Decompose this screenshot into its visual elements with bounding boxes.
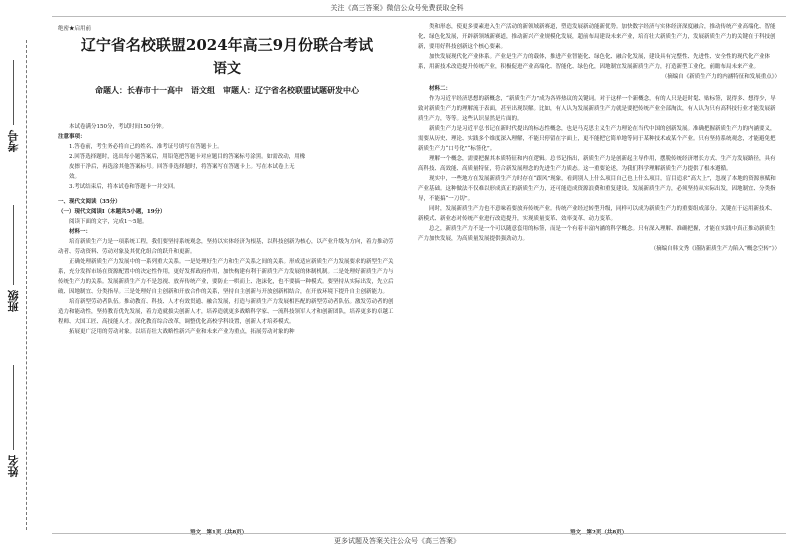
notice-item: 皮擦干净后，再选涂其他答案标号。回答非选择题时，将答案写在答题卡上。写在本试卷上无 xyxy=(69,164,295,170)
left-column xyxy=(58,122,398,337)
right-paragraph: 作为习近平经济思想的新概念，“新质生产力”成为各界热议的关键词。对于这样一个新概念，有的人只是赶时髦、贴标签，说得多、想得少，导致对新质生产力的理解流于表面，甚至出现误解。比如，有人认为发展新质生产力就是要把传统产业全部淘汰，有人认为只有高科技行业才能发展新质生产力，等等。这些认识显然是片面的。 xyxy=(418,96,776,122)
subject-title: 语文 xyxy=(213,61,241,77)
notice-item: 3.考试结束后，将本试卷和答题卡一并交回。 xyxy=(69,184,179,190)
right-paragraph: 新质生产力是习近平总书记在新时代提出的标志性概念，也是马克思主义生产力理论在当代中国的创新发展。准确把握新质生产力的内涵要义，需要从历史、理论、实践多个维度深入理解，不能只停留在字面上，更不能把它简单地等同于某种技术或某个产业。只有坚持系统观念，才能避免把新质生产力“口号化”“标签化”。 xyxy=(418,126,776,152)
secret-mark: 绝密★启用前 xyxy=(58,26,92,32)
score-note: 本试卷满分150分，考试时间150分钟。 xyxy=(69,124,167,130)
binding-label-banji: 班级 xyxy=(7,290,20,312)
left-paragraph: 培育新质生产力是一项系统工程，我们要坚持系统观念，坚持以实体经济为根基，以科技创新为核心，以产业升级为方向，着力推动劳动者、劳动资料、劳动对象及其优化组合的跃升和更新。 xyxy=(58,239,394,255)
exam-title: 辽宁省名校联盟2024年高三9月份联合考试 xyxy=(80,36,374,54)
right-paragraph: 同时，发展新质生产力也不意味着要放弃传统产业。传统产业经过转型升级，同样可以成为新质生产力的重要组成部分。关键在于运用新技术、新模式、新业态对传统产业进行改造提升，实现质量变革、效率变革、动力变革。 xyxy=(418,206,776,222)
right-column xyxy=(418,22,780,254)
binding-line-xingming xyxy=(13,365,14,450)
instruction: 阅读下面的文字，完成1～5题。 xyxy=(69,219,148,225)
subsection-heading: （一）现代文阅读Ⅰ（本题共5小题，19分） xyxy=(58,209,166,215)
source-note: （摘编自韩文秀《谨防新质生产力陷入“概念空转”》） xyxy=(650,246,780,252)
right-paragraph: 类和形态，使更多要素进入生产活动的新领域新赛道，塑造发展新动能新优势。加快数字经济与实体经济深度融合，推动传统产业高端化、智能化、绿色化发展，开辟新领域新赛道，推动新兴产业规模化发展，超前布局建设未来产业，培育壮大新质生产力，发展新质生产力的关键在于科技创新，要用好科技创新这个核心要素。 xyxy=(418,24,776,50)
notice-title: 注意事项： xyxy=(58,134,86,140)
binding-strip xyxy=(0,0,40,547)
notice-item: 效。 xyxy=(69,174,81,180)
left-paragraph: 拓展更广泛用的劳动对象。以培育壮大战略性新兴产业和未来产业为重点，拓展劳动对象的种 xyxy=(69,329,295,335)
left-paragraph: 正确处理新质生产力发展中的一系列重大关系。一是处理好生产力和生产关系之间的关系。形成适应新质生产力发展要求的新型生产关系，充分发挥市场在资源配置中的决定性作用，更好发挥政府作用，加快构建有利于新质生产力发展的体制机制。二是处理好新质生产力与传统生产力的关系。发展新质生产力不是忽视、放弃传统产业，要防止一哄而上、泡沫化，也不要搞一种模式。要坚持从实际出发，先立后破、因地制宜、分类指导。三是处理好自主创新和开放合作的关系，坚持自主创新与开放创新相结合，在开放环境下提升自主创新能力。 xyxy=(58,259,394,295)
binding-dashed-line xyxy=(26,40,27,530)
source-note: （摘编自《新质生产力的内涵特征和发展重点》） xyxy=(661,74,780,80)
binding-label-xingming: 姓名 xyxy=(7,455,20,477)
right-page-footer xyxy=(570,528,627,536)
author-line: 命题人：长春市十一高中 语文组 审题人：辽宁省名校联盟试题研发中心 xyxy=(95,85,359,95)
left-page-footer xyxy=(190,528,247,536)
right-paragraph: 总之，新质生产力不是一个可以随意套用的标签，而是一个有着丰富内涵的科学概念。只有深入理解、准确把握，才能在实践中真正推动新质生产力加快发展，为高质量发展提供强劲动力。 xyxy=(418,226,776,242)
binding-label-kaohao: 考号 xyxy=(7,130,20,152)
left-paragraph: 培育新型劳动者队伍。推动教育、科技、人才有效贯通、融合发展，打造与新质生产力发展相匹配的新型劳动者队伍。激发劳动者的创造力和能动性，坚持教育优先发展，着力造就拔尖创新人才，培养造就更多战略科学家、一流科技领军人才和创新团队，培养更多的卓越工程师、大国工匠、高技能人才。深化教育综合改革，调整优化高校学科设置，创新人才培养模式。 xyxy=(58,299,394,325)
right-paragraph: 加快发展现代化产业体系。产业是生产力的载体，推进产业智能化、绿色化、融合化发展，建设具有完整性、先进性、安全性的现代化产业体系，用新技术改造提升传统产业，积极促进产业高端化、智能化、绿色化，因地制宜发展新质生产力，打造新型工业化，前瞻布局未来产业。 xyxy=(418,54,771,70)
header-rule xyxy=(52,16,786,17)
material-label: 材料二： xyxy=(429,86,452,92)
binding-line-banji xyxy=(13,205,14,285)
notice-item: 1.答卷前，考生务必将自己的姓名、准考证号填写在答题卡上。 xyxy=(69,144,223,150)
notice-item: 2.回答选择题时，选出每小题答案后，用铅笔把答题卡对应题目的答案标号涂黑。如需改动，用橡 xyxy=(69,154,306,160)
header-banner: 关注《高三答案》微信公众号免费获取全科 xyxy=(330,4,464,12)
right-paragraph: 理解一个概念，需要把握其本质特征和内在逻辑。总书记指出，新质生产力是创新起主导作用，摆脱传统经济增长方式、生产力发展路径，具有高科技、高效能、高质量特征，符合新发展理念的先进生产力质态。这一重要论述，为我们科学理解新质生产力提供了根本遵循。 xyxy=(418,156,776,172)
right-paragraph: 现实中，一些地方在发展新质生产力时存在“跟风”现象，看到别人上什么项目自己也上什么项目，盲目追求“高大上”，忽视了本地的资源禀赋和产业基础。这种做法不仅难以形成真正的新质生产力，还可能造成资源浪费和重复建设。发展新质生产力，必须坚持从实际出发，因地制宜、分类指导，不能搞“一刀切”。 xyxy=(418,176,776,202)
footer-banner: 更多试题及答案关注公众号《高三答案》 xyxy=(334,537,460,545)
section-heading: 一、现代文阅读（35分） xyxy=(58,199,121,205)
material-label: 材料一： xyxy=(69,229,92,235)
binding-line-kaohao xyxy=(13,60,14,125)
footer-rule xyxy=(52,533,786,534)
